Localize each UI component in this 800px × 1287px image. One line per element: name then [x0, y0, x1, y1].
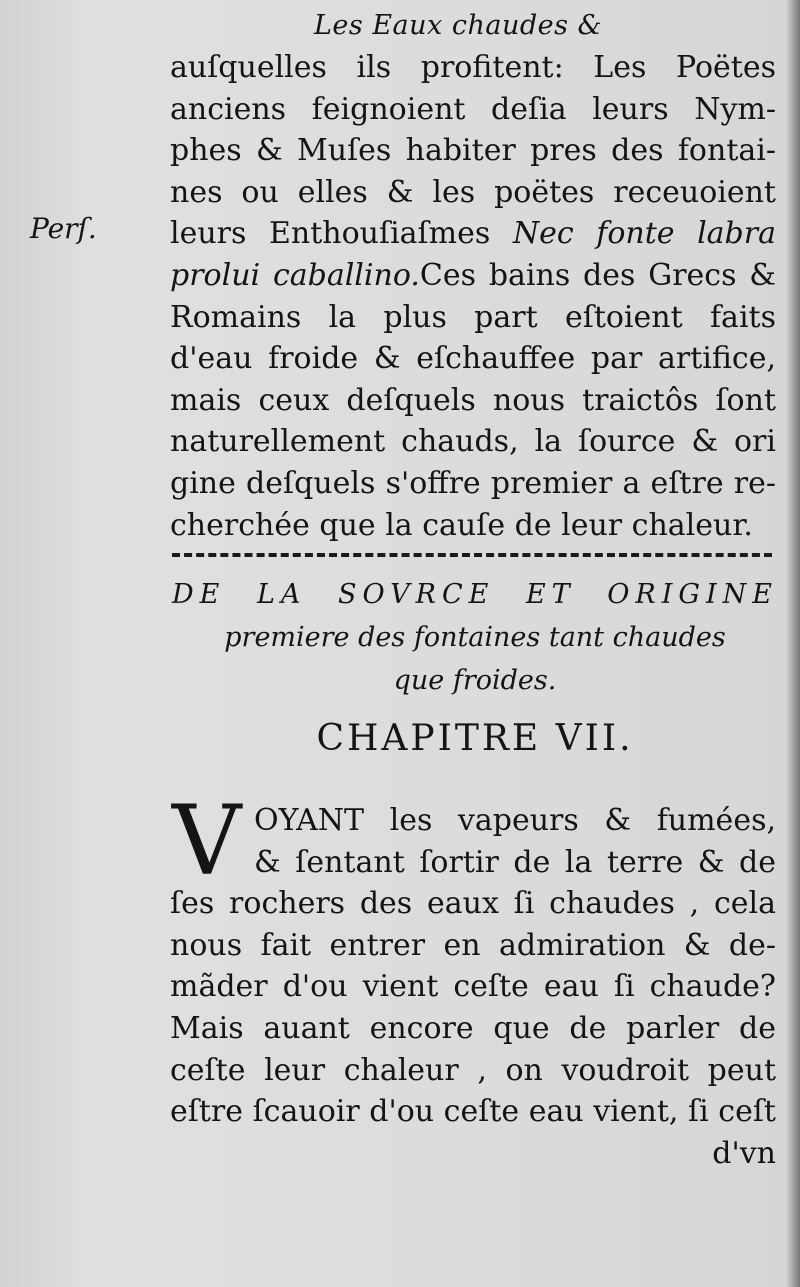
text-line: anciens feignoient deſia leurs Nym- — [170, 91, 776, 127]
text-line: auſquelles ils profitent: Les Poëtes — [170, 50, 776, 85]
text-line: Mais auant encore que de parler de — [170, 1010, 776, 1046]
margin-note: Perſ. — [30, 212, 97, 245]
text-line: eſtre ſcauoir d'ou ceſte eau vient, ſi ceſt — [170, 1094, 776, 1130]
text-line: d'eau froide & eſchauffee par artifice, — [170, 341, 776, 377]
running-head: Les Eaux chaudes & — [314, 10, 603, 41]
text-line — [170, 255, 776, 297]
text-line: OYANT les vapeurs & fumées, — [254, 803, 776, 838]
latin-quote: Nec fonte labra — [512, 216, 776, 252]
text-line: naturellement chauds, la ſource & ori — [170, 424, 776, 460]
text-line: Romains la plus part eſtoient faits — [170, 299, 776, 335]
latin-quote: prolui caballino. — [170, 257, 420, 293]
text-segment: leurs Enthouſiaſmes — [170, 216, 513, 252]
text-line: ceſte leur chaleur , on voudroit peut — [170, 1052, 776, 1088]
text-line: ſes rochers des eaux ſi chaudes , cela — [170, 886, 776, 922]
section-title — [172, 573, 778, 702]
section-divider — [172, 553, 772, 557]
paragraph-2 — [170, 800, 776, 1174]
text-line: cherchée que la cauſe de leur chaleur. — [170, 507, 753, 543]
text-line: mãder d'ou vient ceſte eau ſi chaude? — [170, 969, 776, 1005]
section-title-line: DE LA SOVRCE ET ORIGINE — [172, 579, 778, 610]
text-line: & ſentant ſortir de la terre & de — [254, 844, 776, 880]
section-title-line: premiere des fontaines tant chaudes — [224, 622, 726, 653]
text-line: nous fait entrer en admiration & de- — [170, 927, 776, 963]
text-line — [170, 213, 776, 255]
paragraph-1 — [170, 47, 776, 546]
drop-cap: V — [172, 785, 242, 897]
text-segment: Ces bains des Grecs & — [419, 257, 777, 293]
text-line: mais ceux deſquels nous traictôs ſont — [170, 382, 776, 418]
text-line: nes ou elles & les poëtes receuoient — [170, 174, 776, 210]
text-line: phes & Muſes habiter pres des fontai- — [170, 133, 776, 169]
chapter-heading: CHAPITRE VII. — [316, 718, 634, 759]
page-edge-shadow — [786, 0, 800, 1287]
catchword: d'vn — [712, 1135, 776, 1171]
text-line: gine deſquels s'offre premier a eſtre re- — [170, 465, 776, 501]
section-title-line: que froides. — [393, 665, 557, 696]
